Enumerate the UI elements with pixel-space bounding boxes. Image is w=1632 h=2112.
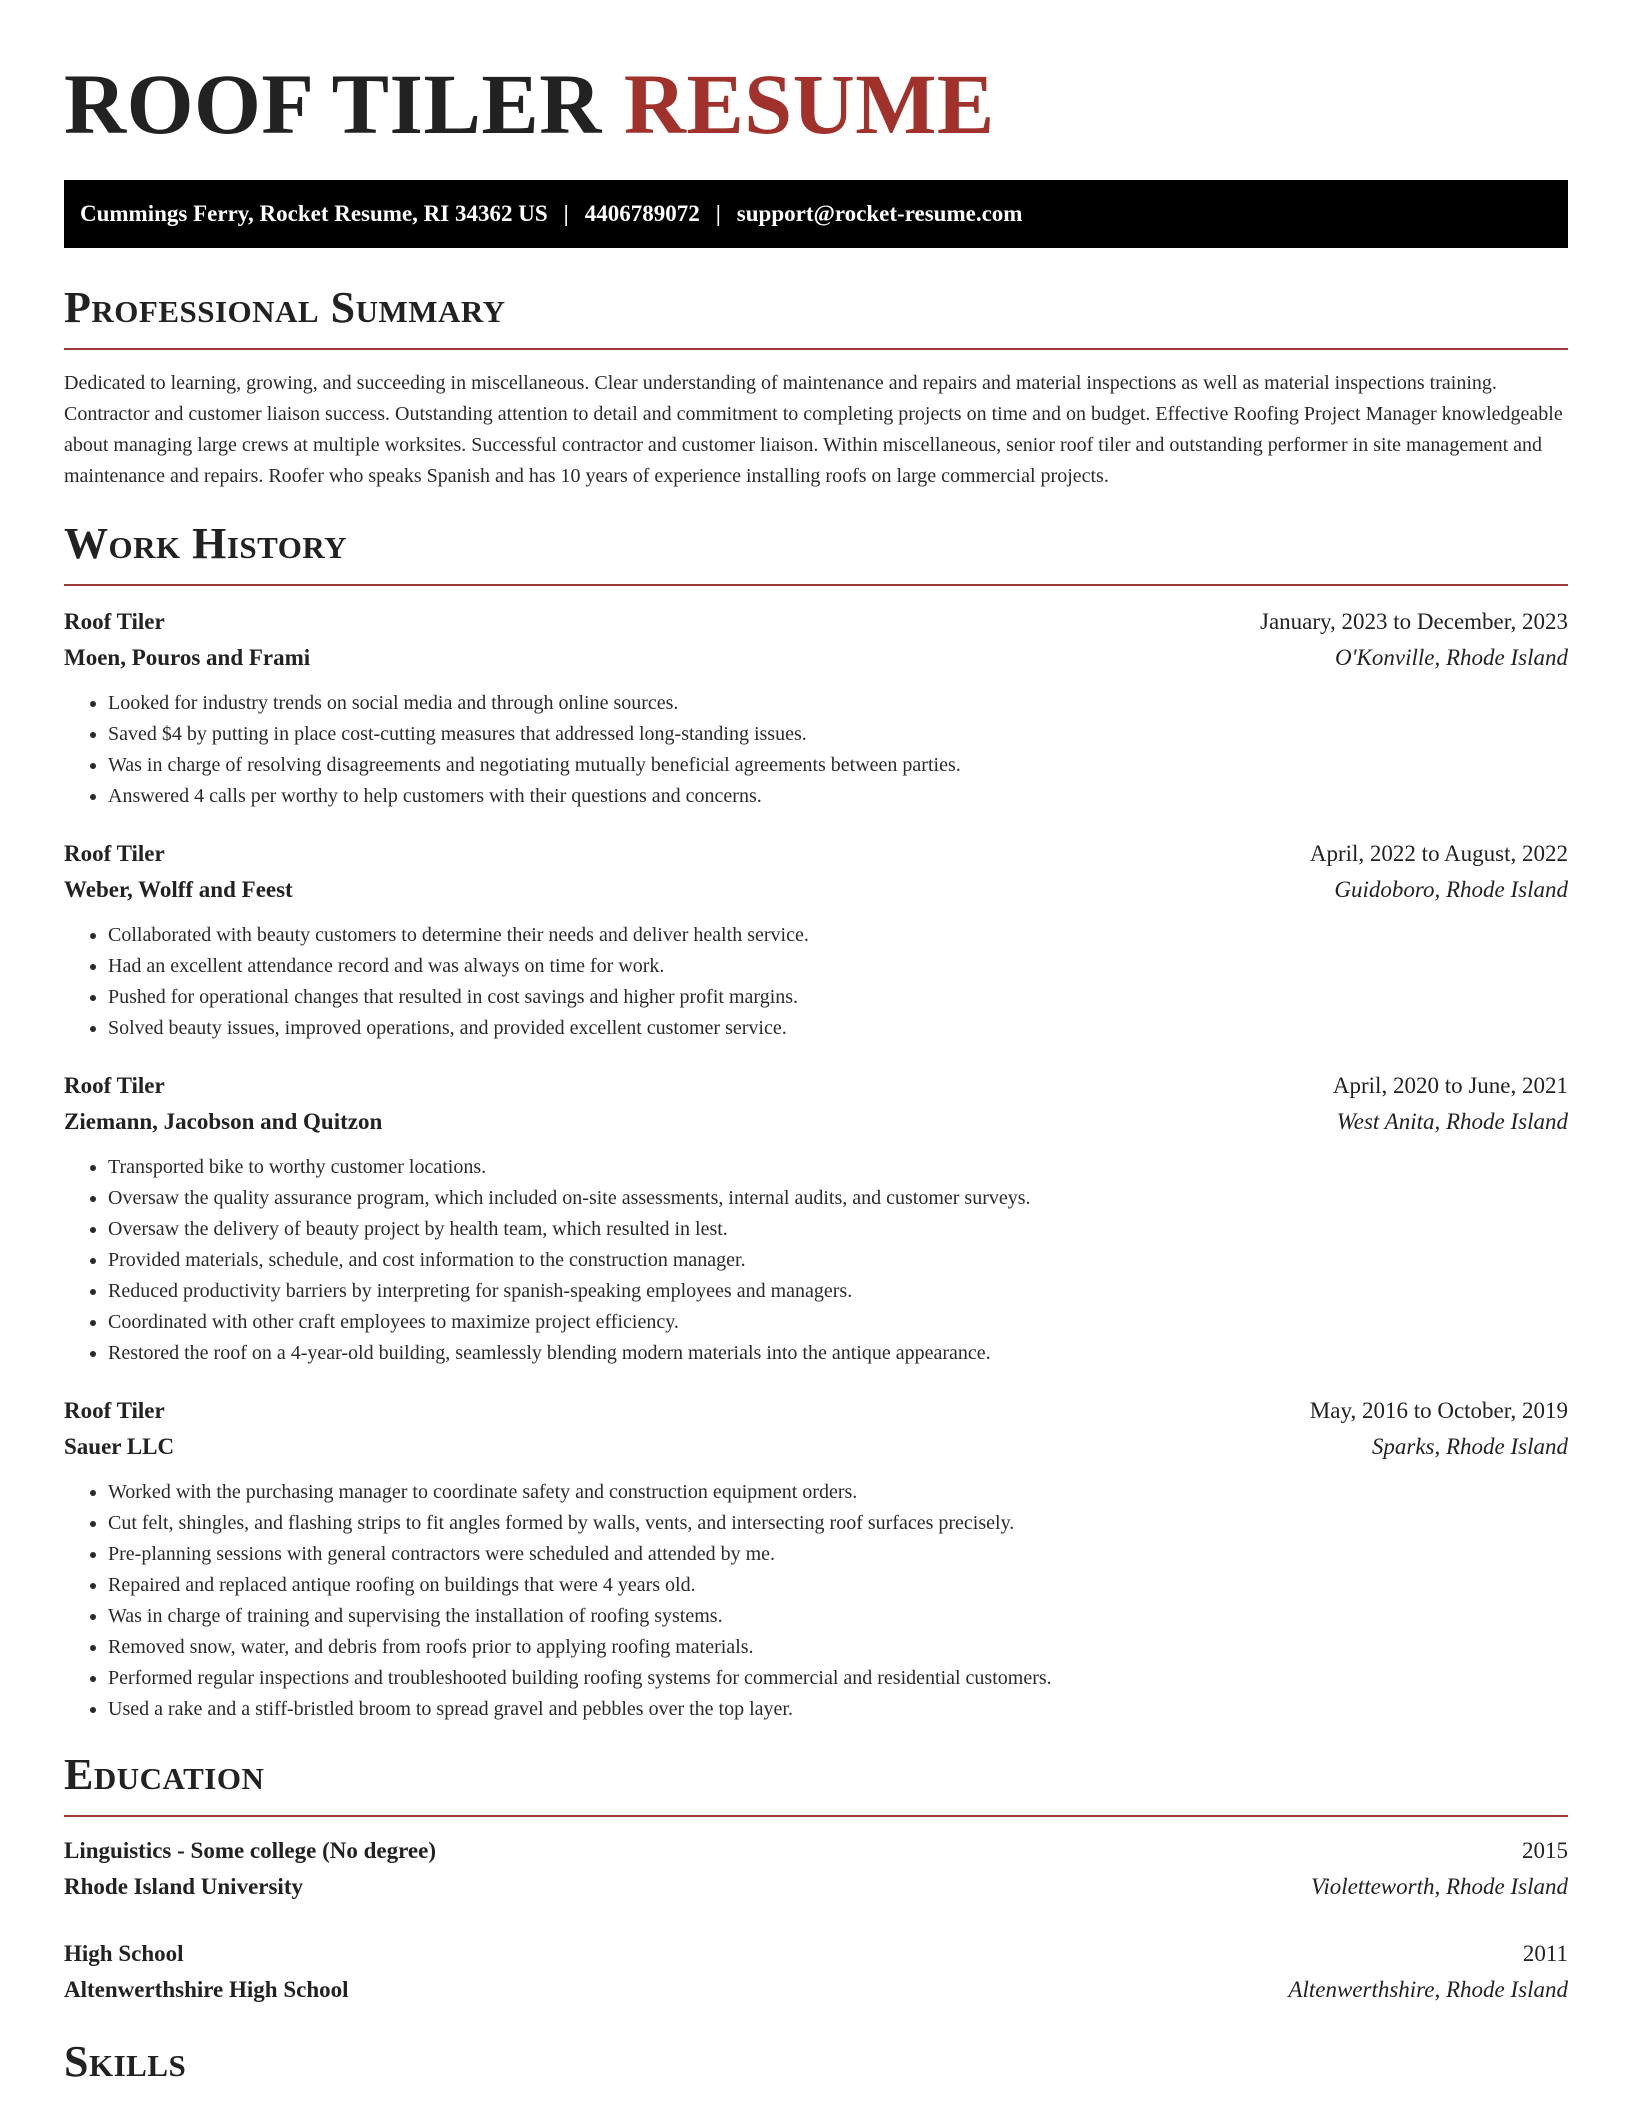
job-bullet: • Removed snow, water, and debris from roofs prior to applying roofing materials. [108,1632,1568,1663]
job-location: Guidoboro, Rhode Island [1334,877,1568,902]
job-company: Sauer LLC [64,1434,175,1459]
job-entry [64,1393,1568,1725]
job-bullet: • Provided materials, schedule, and cost information to the construction manager. [108,1245,1568,1276]
job-company-row [64,1429,1568,1465]
job-bullet: • Saved $4 by putting in place cost-cutting measures that addressed long-standing issues. [108,719,1568,750]
job-location: Sparks, Rhode Island [1371,1434,1568,1459]
job-entry [64,1068,1568,1369]
job-dates: May, 2016 to October, 2019 [1309,1398,1568,1423]
job-bullet-list [64,688,1568,812]
education-school: Altenwerthshire High School [64,1977,349,2002]
job-entry [64,604,1568,812]
education-entry [64,1833,1568,1905]
education-degree: High School [64,1941,184,1966]
job-dates: April, 2022 to August, 2022 [1309,841,1568,866]
education-location: Violetteworth, Rhode Island [1310,1874,1568,1899]
job-title: Roof Tiler [64,1398,165,1423]
job-company-row [64,872,1568,908]
job-bullet: • Collaborated with beauty customers to determine their needs and deliver health service. [108,920,1568,951]
job-bullet: • Cut felt, shingles, and flashing strips to fit angles formed by walls, vents, and intersecting roof surfaces precisely. [108,1508,1568,1539]
education-school-row [64,1972,1568,2008]
job-company: Moen, Pouros and Frami [64,645,311,670]
education-header-row [64,1936,1568,1972]
job-bullet: • Repaired and replaced antique roofing on buildings that were 4 years old. [108,1570,1568,1601]
job-bullet: • Transported bike to worthy customer locations. [108,1152,1568,1183]
job-company-row [64,1104,1568,1140]
education-year: 2015 [1522,1838,1568,1863]
contact-separator: | [715,201,721,226]
title-accent: RESUME [623,56,995,152]
job-bullet: • Pre-planning sessions with general contractors were scheduled and attended by me. [108,1539,1568,1570]
education-school: Rhode Island University [64,1874,303,1899]
job-bullet: • Coordinated with other craft employees to maximize project efficiency. [108,1307,1568,1338]
job-bullet: • Answered 4 calls per worthy to help customers with their questions and concerns. [108,781,1568,812]
education-section [64,1749,1568,2008]
skills-section [64,2036,1568,2088]
job-header-row [64,604,1568,640]
job-entry [64,836,1568,1044]
job-company: Ziemann, Jacobson and Quitzon [64,1109,383,1134]
section-divider [64,1815,1568,1817]
section-divider [64,584,1568,586]
job-location: O'Konville, Rhode Island [1335,645,1568,670]
job-bullet: • Was in charge of training and supervising the installation of roofing systems. [108,1601,1568,1632]
education-entry [64,1936,1568,2008]
summary-text: Dedicated to learning, growing, and succeeding in miscellaneous. Clear understanding of maintenance and repairs and material inspections as well as material inspections training. Contractor and customer liaison success. Outstanding attention to detail and commitment to completing projects on time and on budget. Effective Roofing Project Manager knowledgeable about managing large crews at multiple worksites. Successful contractor and customer liaison. Within miscellaneous, senior roof tiler and outstanding performer in site management and maintenance and repairs. Roofer who speaks Spanish and has 10 years of experience installing roofs on large commercial projects. [64,372,1563,487]
job-bullet: • Oversaw the delivery of beauty project by health team, which resulted in lest. [108,1214,1568,1245]
work-history-section [64,518,1568,1725]
section-heading-education: Education [64,1750,265,1799]
contact-email[interactable]: support@rocket-resume.com [736,201,1023,226]
contact-address: Cummings Ferry, Rocket Resume, RI 34362 US [80,201,548,226]
job-header-row [64,836,1568,872]
education-degree: Linguistics - Some college (No degree) [64,1838,436,1863]
job-bullet: • Had an excellent attendance record and was always on time for work. [108,951,1568,982]
job-bullet-list [64,1152,1568,1369]
education-year: 2011 [1522,1941,1568,1966]
job-bullet-list [64,1477,1568,1725]
section-divider [64,348,1568,350]
contact-bar [64,180,1568,248]
education-location: Altenwerthshire, Rhode Island [1288,1977,1568,2002]
job-title: Roof Tiler [64,1073,165,1098]
job-bullet-list [64,920,1568,1044]
job-dates: January, 2023 to December, 2023 [1260,609,1568,634]
contact-phone[interactable]: 4406789072 [584,201,700,226]
job-bullet: • Was in charge of resolving disagreements and negotiating mutually beneficial agreements between parties. [108,750,1568,781]
job-bullet: • Pushed for operational changes that resulted in cost savings and higher profit margins. [108,982,1568,1013]
job-bullet: • Solved beauty issues, improved operations, and provided excellent customer service. [108,1013,1568,1044]
job-company-row [64,640,1568,676]
title-main: ROOF TILER [64,56,602,152]
section-heading-summary: Professional Summary [64,283,506,332]
summary-section [64,282,1568,492]
document-title [64,0,1568,150]
job-title: Roof Tiler [64,841,165,866]
job-header-row [64,1068,1568,1104]
education-school-row [64,1869,1568,1905]
job-company: Weber, Wolff and Feest [64,877,293,902]
contact-separator: | [563,201,569,226]
job-bullet: • Looked for industry trends on social media and through online sources. [108,688,1568,719]
education-header-row [64,1833,1568,1869]
job-bullet: • Used a rake and a stiff-bristled broom to spread gravel and pebbles over the top layer. [108,1694,1568,1725]
job-bullet: • Worked with the purchasing manager to coordinate safety and construction equipment orders. [108,1477,1568,1508]
section-heading-work-history: Work History [64,519,348,568]
job-dates: April, 2020 to June, 2021 [1332,1073,1568,1098]
job-bullet: • Reduced productivity barriers by interpreting for spanish-speaking employees and managers. [108,1276,1568,1307]
section-heading-skills: Skills [64,2037,187,2086]
job-header-row [64,1393,1568,1429]
job-bullet: • Restored the roof on a 4-year-old building, seamlessly blending modern materials into the antique appearance. [108,1338,1568,1369]
job-location: West Anita, Rhode Island [1336,1109,1568,1134]
job-bullet: • Oversaw the quality assurance program, which included on-site assessments, internal audits, and customer surveys. [108,1183,1568,1214]
job-bullet: • Performed regular inspections and troubleshooted building roofing systems for commercial and residential customers. [108,1663,1568,1694]
job-title: Roof Tiler [64,609,165,634]
